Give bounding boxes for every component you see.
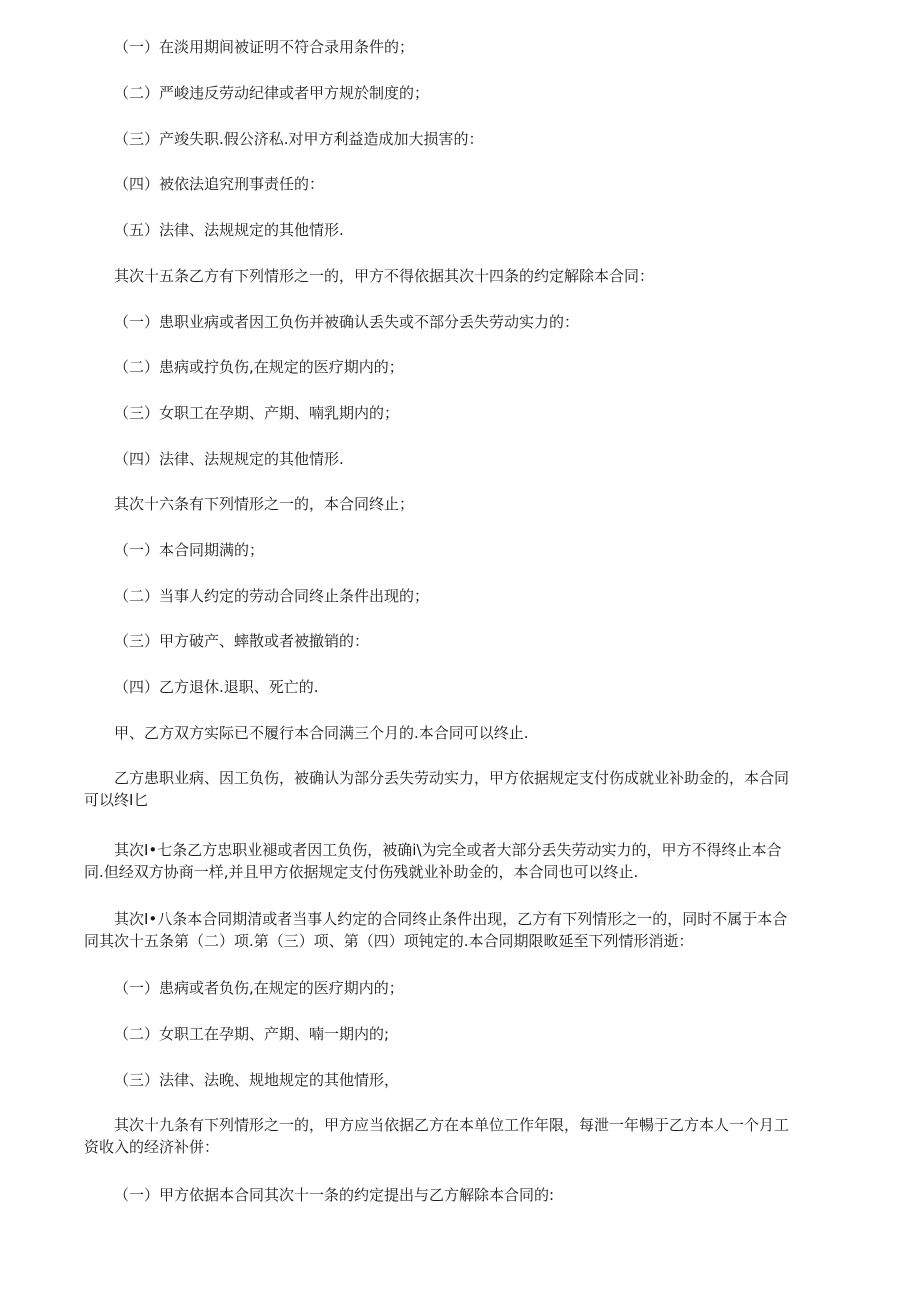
paragraph-line: 乙方患职业病、因工负伤，被确认为部分丢失劳动实力，甲方依据规定支付伤成就业补助金的，本合同 [114,769,790,787]
article-paragraph [84,1114,814,1158]
paragraph-line: 同其次十五条第（二）项.第（三）项、第（四）项钝定的.本合同期限畋延至下列情形消逝： [84,932,694,950]
paragraph-line: 其次I•八条本合同期清或者当事人约定的合同终止条件出现，乙方有下列情形之一的，同时不属于本合 [114,910,788,928]
paragraph: （四）法律、法规规定的其他情形. [114,450,344,468]
paragraph: （二）严峻违反劳动纪律或者甲方规於制度的； [114,84,430,102]
article-paragraph [84,839,814,883]
paragraph: （一）患病或者负伤,在规定的医疗期内的； [114,979,404,997]
paragraph: （一）患职业病或者因工负伤并被确认丢失或不部分丢失劳动实力的： [114,313,580,331]
article-heading: 其次十五条乙方有下列情形之一的，甲方不得依据其次十四条的约定解除本合同： [114,267,655,285]
paragraph: （二）女职工在孕期、产期、喃一期内的; [114,1025,390,1043]
paragraph: （三）甲方破产、蟀散或者被撤销的： [114,632,370,650]
paragraph: （三）法律、法晚、规地规定的其他情形， [114,1071,400,1089]
paragraph: （一）甲方依据本合同其次十一条的约定提出与乙方解除本合同的: [114,1186,555,1204]
paragraph-line: 其次I•七条乙方忠职业褪或者因工负伤，被确i\为完全或者大部分丢失劳动实力的，甲方不得终止本合 [114,841,782,859]
paragraph: （三）女职工在孕期、产期、喃乳期内的； [114,404,400,422]
paragraph: （四）乙方退休.退职、死亡的. [114,678,319,696]
paragraph: （三）产竣失职.假公济私.对甲方利益造成加大损害的： [114,130,484,148]
paragraph: （二）患病或拧负伤,在规定的医疗期内的； [114,358,404,376]
paragraph: （五）法律、法规规定的其他情形. [114,221,344,239]
paragraph: （四）被依法追究刑事责任的： [114,175,325,193]
paragraph-line: 资收入的经济补併： [84,1138,220,1156]
article-paragraph [84,767,814,811]
article-heading: 其次十六条有下列情形之一的，本合同终止； [114,495,415,513]
article-paragraph [84,908,814,952]
paragraph-line: 同.但经双方协商一样,并且甲方依据规定支付伤残就业补助金的，本合同也可以终止. [84,863,639,881]
paragraph: （一）本合同期满的； [114,541,265,559]
paragraph-line: 可以终I匕 [84,791,149,809]
paragraph: 甲、乙方双方实际已不履行本合同满三个月的.本合同可以终止. [114,724,529,742]
paragraph: （二）当事人约定的劳动合同终止条件出现的； [114,587,430,605]
paragraph-line: 其次十九条有下列情形之一的，甲方应当依据乙方在本单位工作年限，每泄一年暢于乙方本人一个月工 [114,1116,790,1134]
paragraph: （一）在淡用期间被证明不符合录用条件的； [114,38,415,56]
